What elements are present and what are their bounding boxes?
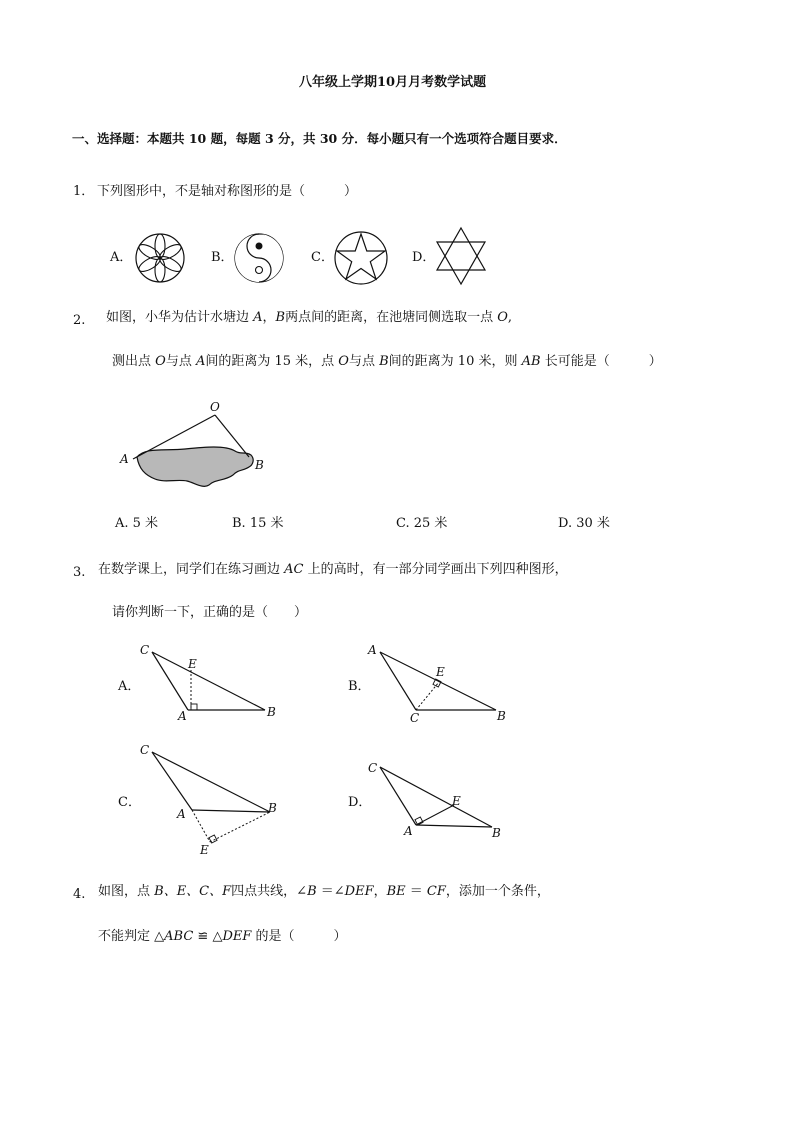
q4-text: ＝∠ [316,884,345,899]
q2-text: 两点间的距离，在池塘同侧选取一点 [285,310,498,325]
q2-point-o: O [497,310,508,325]
q3-option-a-label: A． [118,679,141,694]
q3-line2: 请你判断一下，正确的是（ ） [112,605,308,620]
page-title: 八年级上学期10月月考数学试题 [299,75,487,90]
q3b-label-b: B [497,709,506,723]
q2-label-o: O [210,400,220,414]
q2-text: 与点 [165,354,196,369]
q4-text: 如图，点 [98,884,155,899]
q3-number: 3. [73,565,86,580]
q3c-label-b: B [268,801,277,815]
q1-figure-c-star-circle [333,230,389,286]
q4-angle-b: B [307,884,317,899]
q2-point-o: O [155,354,166,369]
q3-option-c-label: C． [118,795,141,810]
q2-text: 间的距离为 10 米，则 [388,354,522,369]
q3b-label-a: A [368,643,377,657]
q2-pond-figure [115,395,275,495]
q3-segment-ac: AC [284,562,304,577]
q3-text: 上的高时，有一部分同学画出下列四种图形， [303,562,568,577]
q2-point-b: B [275,310,286,325]
q4-text: 不能判定 △ [98,929,165,944]
q2-text: 长可能是（ ） [540,354,662,369]
q4-points: B、E、C、F [154,884,232,899]
q3a-label-e: E [188,657,197,671]
q3c-label-e: E [200,843,209,857]
q3a-label-a: A [178,709,187,723]
q3-figure-b [368,640,513,725]
q4-text: 的是（ ） [251,929,347,944]
q4-text: ，添加一个条件， [445,884,550,899]
q2-point-o: O [338,354,349,369]
q3c-label-a: A [177,807,186,821]
q3d-label-a: A [404,824,413,838]
q4-triangle-def: DEF [222,929,252,944]
q2-label-b: B [255,458,264,472]
q1-stem: 下列图形中，不是轴对称图形的是（ ） [97,184,358,199]
q1-figure-d-hexagram [434,226,488,286]
q3d-label-e: E [452,794,461,808]
q3-line1 [98,562,568,578]
q4-text: ， [373,884,387,899]
q2-text: 测出点 [112,354,156,369]
q1-number: 1． [73,184,95,199]
q3a-label-c: C [140,643,150,657]
q2-option-b: B. 15 米 [232,516,284,531]
q3-figure-a [140,640,280,722]
q3c-label-c: C [140,743,150,757]
q2-segment-ab: AB [521,354,541,369]
q4-segment-be: BE [386,884,406,899]
q3b-label-c: C [410,711,420,725]
q2-point-a: A [253,310,263,325]
q3d-label-c: C [368,761,378,775]
q3-option-b-label: B． [348,679,371,694]
section-heading: 一、选择题：本题共 10 题，每题 3 分，共 30 分．每小题只有一个选项符合题目要求． [72,131,567,146]
q1-option-b-label: B． [211,250,234,265]
q3a-label-b: B [267,705,276,719]
q4-line2 [98,929,347,945]
q4-line1 [98,884,550,900]
q1-option-a-label: A． [110,250,133,265]
q2-text: 间的距离为 15 米，点 [205,354,339,369]
q3-option-d-label: D． [348,795,372,810]
q1-figure-a-flower [134,232,186,284]
q2-point-b: B [379,354,389,369]
q3-text: 在数学课上，同学们在练习画边 [98,562,285,577]
q4-segment-cf: CF [426,884,446,899]
q2-number: 2. [73,313,86,328]
q4-angle-def: DEF [344,884,374,899]
q3-figure-c [140,740,285,860]
q2-option-a: A. 5 米 [115,516,159,531]
q1-option-c-label: C． [311,250,334,265]
q4-text: ＝ [405,884,427,899]
q4-text: ≌ △ [193,929,223,944]
q2-line2 [112,354,662,370]
q2-text: 如图，小华为估计水塘边 [106,310,254,325]
q3d-label-b: B [492,826,501,840]
q1-option-d-label: D． [412,250,436,265]
q1-figure-b-yinyang [233,232,285,284]
q3-figure-d [368,755,513,840]
q4-number: 4. [73,887,86,902]
q2-point-a: A [195,354,206,369]
q2-option-c: C. 25 米 [396,516,448,531]
q4-text: 四点共线，∠ [231,884,308,899]
q4-triangle-abc: ABC [164,929,194,944]
q2-text: 与点 [348,354,380,369]
q2-label-a: A [120,452,129,466]
q2-text: ， [262,310,276,325]
q2-line1 [106,310,512,326]
q2-text: , [507,310,513,325]
q2-option-d: D. 30 米 [558,516,610,531]
q3b-label-e: E [436,665,445,679]
